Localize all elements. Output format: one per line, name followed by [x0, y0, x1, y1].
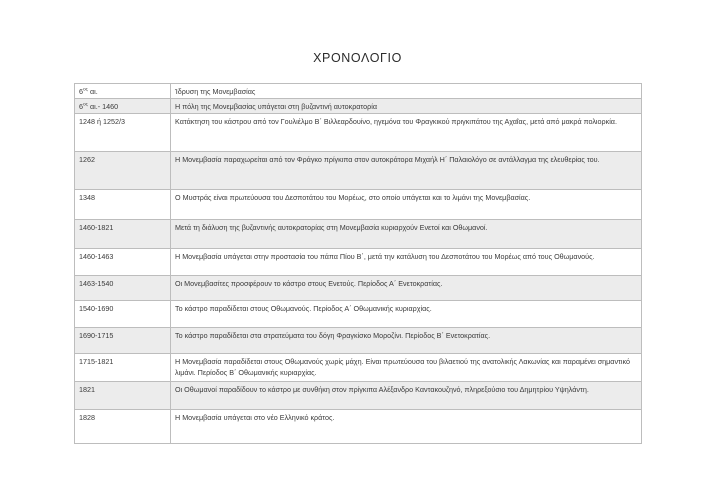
date-cell: 1348 [75, 190, 171, 220]
table-row [75, 276, 642, 301]
event-cell: Ίδρυση της Μονεμβασίας [171, 84, 642, 99]
date-cell: 1262 [75, 152, 171, 190]
table-row [75, 328, 642, 354]
date-cell: 1828 [75, 410, 171, 444]
chronology-table [74, 83, 642, 444]
event-cell: Η Μονεμβασία παραδίδεται στους Οθωμανούς χωρίς μάχη. Είναι πρωτεύουσα του βιλαετιού της ανατολικής Λακωνίας και παραμένει σημαντικό λιμάνι. Περίοδος Β΄ Οθωμανικής κυριαρχίας. [171, 354, 642, 382]
event-cell: Το κάστρο παραδίδεται στα στρατεύματα του δόγη Φραγκίσκο Μοροζίνι. Περίοδος Β΄ Ενετοκρατίας. [171, 328, 642, 354]
table-row [75, 152, 642, 190]
event-cell: Ο Μυστράς είναι πρωτεύουσα του Δεσποτάτου του Μορέως, στο οποίο υπάγεται και το λιμάνι της Μονεμβασίας. [171, 190, 642, 220]
table-row [75, 382, 642, 410]
table-row [75, 99, 642, 114]
event-cell: Η Μονεμβασία υπάγεται στο νέο Ελληνικό κράτος. [171, 410, 642, 444]
event-cell: Το κάστρο παραδίδεται στους Οθωμανούς. Περίοδος Α΄ Οθωμανικής κυριαρχίας. [171, 301, 642, 328]
event-cell: Κατάκτηση του κάστρου από τον Γουλιέλμο Β΄ Βιλλεαρδουίνο, ηγεμόνα του Φραγκικού πριγκιπάτου της Αχαΐας, μετά από μακρά πολιορκία. [171, 114, 642, 152]
table-row [75, 301, 642, 328]
event-cell: Οι Οθωμανοί παραδίδουν το κάστρο με συνθήκη στον πρίγκιπα Αλέξανδρο Καντακουζηνό, πληρεξούσιο του Δημητρίου Υψηλάντη. [171, 382, 642, 410]
table-row [75, 249, 642, 276]
event-cell: Η πόλη της Μονεμβασίας υπάγεται στη βυζαντινή αυτοκρατορία [171, 99, 642, 114]
table-row [75, 190, 642, 220]
table-row [75, 220, 642, 249]
table-row [75, 410, 642, 444]
date-cell: 1463-1540 [75, 276, 171, 301]
date-cell: 1460-1821 [75, 220, 171, 249]
date-cell: 1460-1463 [75, 249, 171, 276]
date-cell: 1690-1715 [75, 328, 171, 354]
table-row [75, 354, 642, 382]
date-cell: 1248 ή 1252/3 [75, 114, 171, 152]
date-cell: 1715-1821 [75, 354, 171, 382]
date-cell: $6^{o\varsigma}$ αι.- 1460 [75, 99, 171, 114]
date-cell: $6^{o\varsigma}$ αι. [75, 84, 171, 99]
date-cell: 1540-1690 [75, 301, 171, 328]
event-cell: Μετά τη διάλυση της βυζαντινής αυτοκρατορίας στη Μονεμβασία κυριαρχούν Ενετοί και Οθωμανοί. [171, 220, 642, 249]
document-title: ΧΡΟΝΟΛΟΓΙΟ [313, 51, 402, 65]
event-cell: Οι Μονεμβασίτες προσφέρουν το κάστρο στους Ενετούς. Περίοδος Α΄ Ενετοκρατίας. [171, 276, 642, 301]
event-cell: Η Μονεμβασία παραχωρείται από τον Φράγκο πρίγκιπα στον αυτοκράτορα Μιχαήλ Η΄ Παλαιολόγο σε αντάλλαγμα της ελευθερίας του. [171, 152, 642, 190]
date-cell: 1821 [75, 382, 171, 410]
table-row [75, 114, 642, 152]
event-cell: Η Μονεμβασία υπάγεται στην προστασία του πάπα Πίου Β΄, μετά την κατάλυση του Δεσποτάτου του Μορέως από τους Οθωμανούς. [171, 249, 642, 276]
table-row [75, 84, 642, 99]
